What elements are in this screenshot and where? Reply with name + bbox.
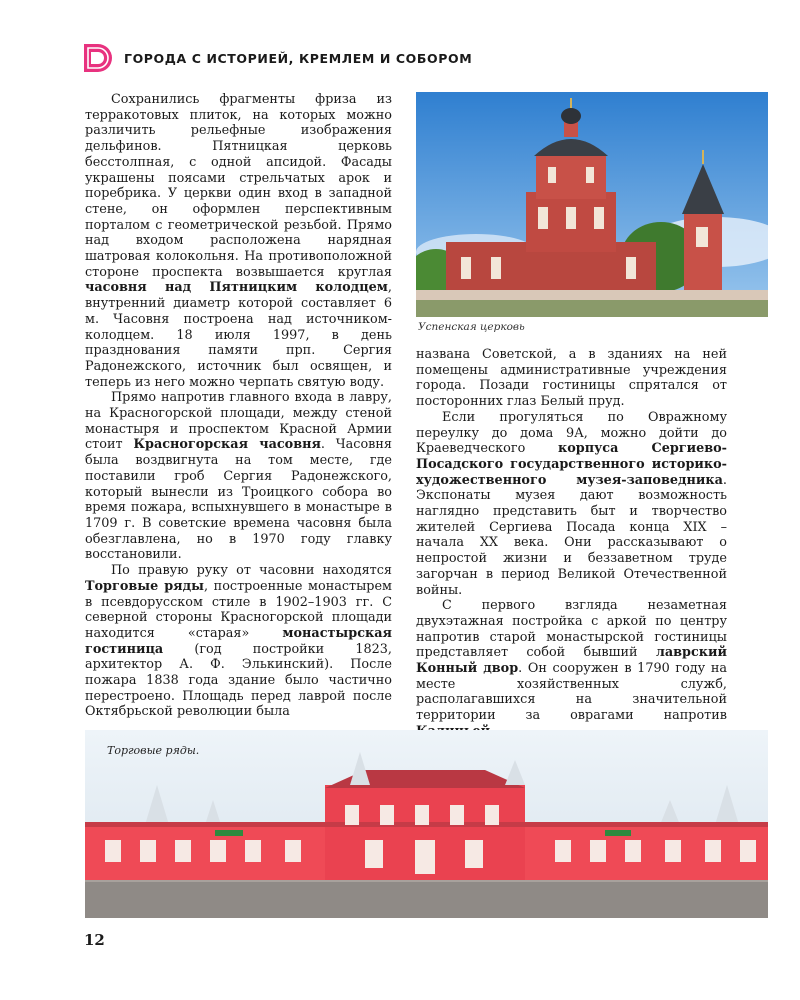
right-text-column xyxy=(416,347,727,740)
trade-rows-photo xyxy=(85,730,768,918)
trade-rows-caption: Торговые ряды. xyxy=(107,744,200,757)
chapter-marker-icon xyxy=(84,44,114,72)
paragraph: Если прогуляться по Овражному переулку до дома 9А, можно дойти до Краеведческого корпуса Сергиево-Посадского государственного историко-художественного музея-заповедника. Экспонаты музея дают возможность наглядно представить быт и творчество жителей Сергиева Посада конца XIX – начала XX века. Они рассказывают о непростой жизни и беззаветном труде загорчан в период Великой Отечественной войны. xyxy=(416,409,727,598)
page-header xyxy=(84,44,472,72)
church-caption: Успенская церковь xyxy=(418,321,525,333)
left-text-column xyxy=(85,92,392,720)
chapter-title: ГОРОДА С ИСТОРИЕЙ, КРЕМЛЕМ И СОБОРОМ xyxy=(124,50,473,66)
paragraph: Сохранились фрагменты фриза из терракотовых плиток, на которых можно различить рельефные изображения дельфинов. Пятницкая церковь бесстолпная, с одной апсидой. Фасады украшены поясами стрельчатых арок и поребрика. У церкви один вход в западной стене, он оформлен перспективным порталом с геометрической резьбой. Прямо над входом расположена нарядная шатровая колокольня. На противоположной стороне проспекта возвышается круглая часовня над Пятницким колодцем, внутренний диаметр которой составляет 6 м. Часовня построена над источником-колодцем. 18 июля 1997, в день празднования памяти прп. Сергия Радонежского, источник был освящен, и теперь из него можно черпать святую воду. xyxy=(85,92,392,390)
paragraph: С первого взгляда незаметная двухэтажная постройка с аркой по центру напротив старой монастырской гостиницы представляет собой бывший лаврский Конный двор. Он сооружен в 1790 году на месте хозяйственных служб, располагавшихся на значительной территории за оврагами напротив xyxy=(416,598,728,724)
paragraph: Прямо напротив главного входа в лавру, на Красногорской площади, между стеной монастыря и проспектом Красной Армии стоит Красногорская часовня. Часовня была воздвигнута на том месте, где поставили гроб Сергия Радонежского, который вынесли из Троицкого собора во время пожара, вспыхнувшего в монастыре в 1709 г. В советские времена часовня была обезглавлена, но в 1970 году главку восстановили. xyxy=(85,390,392,563)
paragraph: названа Советской, а в зданиях на ней помещены административные учреждения города. Позади гостиницы спрятался от посторонних глаз Белый пруд. xyxy=(416,347,727,410)
page-number: 12 xyxy=(84,931,105,949)
paragraph: По правую руку от часовни находятся Торговые ряды, построенные монастырем в псевдорусском стиле в 1902–1903 гг. С северной стороны Красногорской площади находится «старая» монастырская гостиница (год постройки 1823, архитектор А. Ф. Элькинский). После пожара 1838 года здание было частично перестроено. Площадь перед лаврой после Октябрьской революции была xyxy=(85,563,392,720)
church-photo xyxy=(416,92,768,317)
